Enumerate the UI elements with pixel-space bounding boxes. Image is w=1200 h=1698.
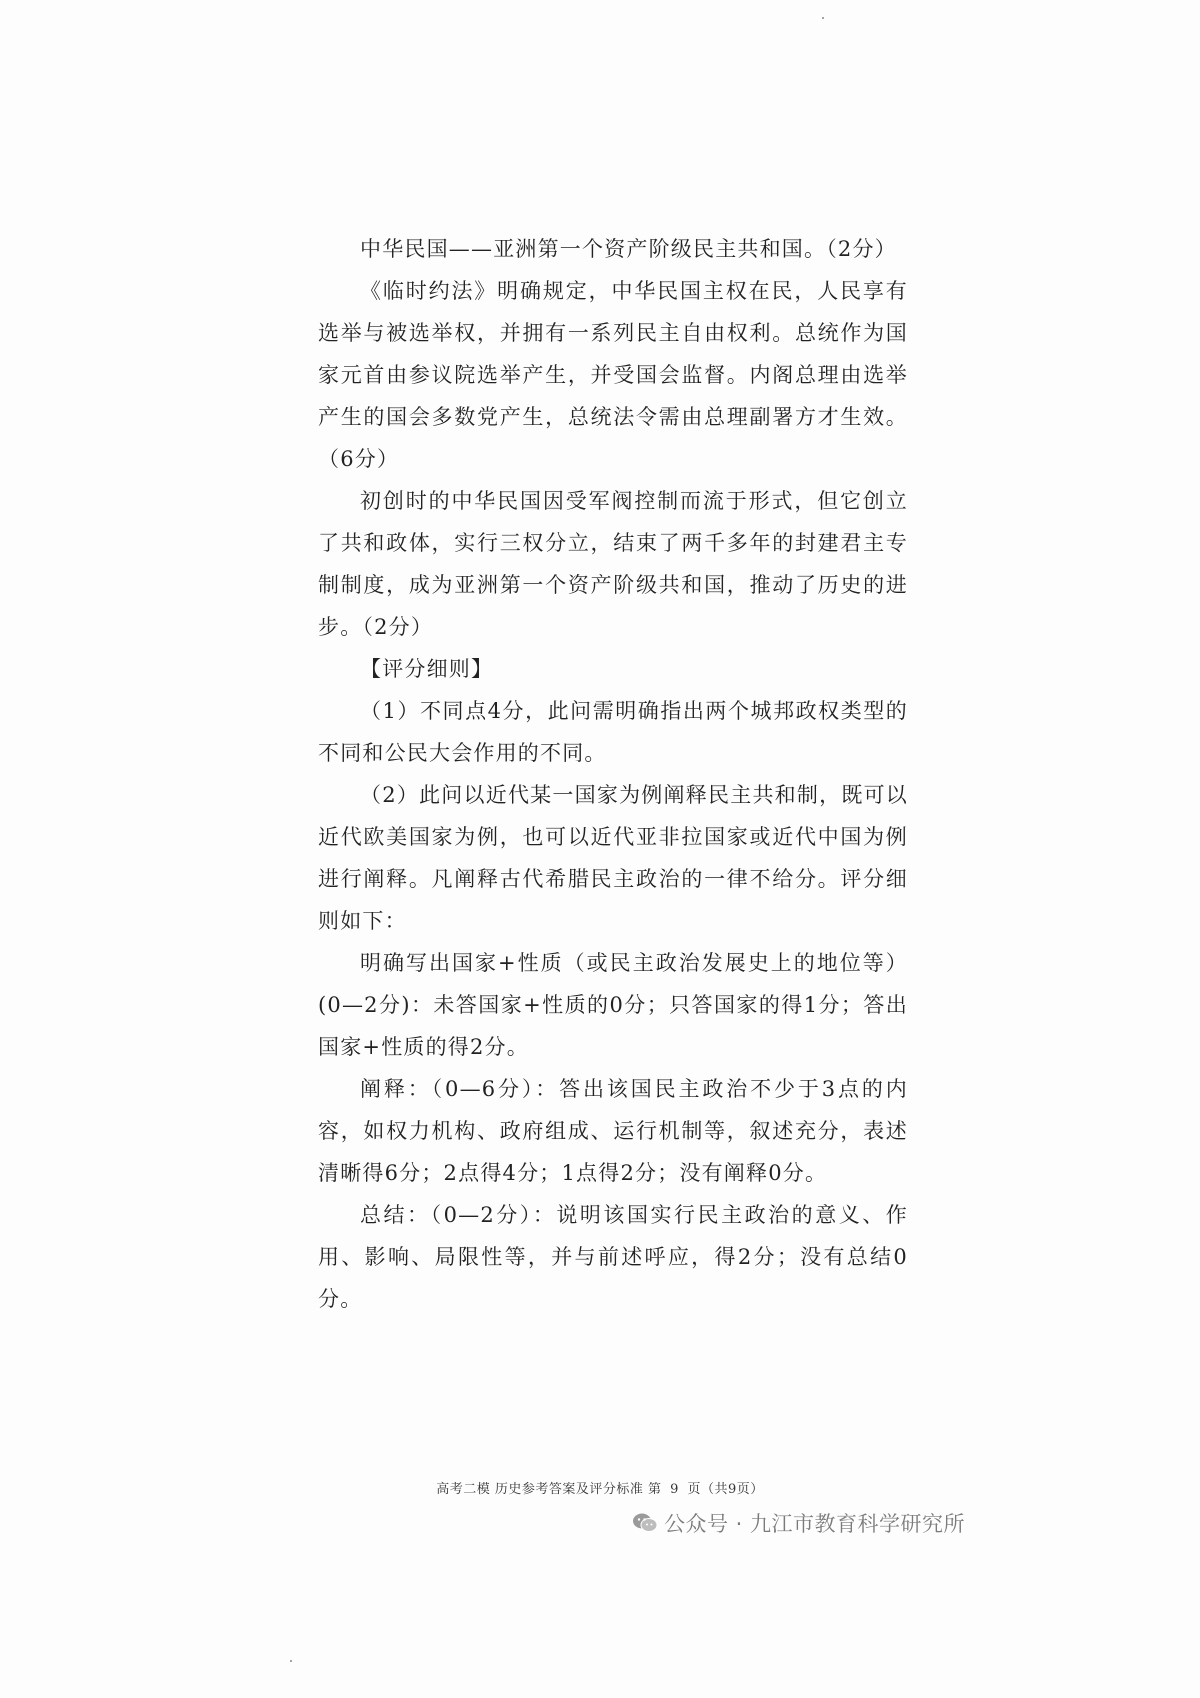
watermark-text: 公众号 · 九江市教育科学研究所	[664, 1512, 966, 1536]
footer-suffix: 页（共9页）	[687, 1482, 764, 1497]
footer-page-number: 9	[670, 1482, 679, 1497]
wechat-watermark	[632, 1508, 965, 1538]
scoring-rule-explanation: 阐释：（0—6分）：答出该国民主政治不少于3点的内容，如权力机构、政府组成、运行机制等，叙述充分，表述清晰得6分；2点得4分；1点得2分；没有阐释0分。	[318, 1077, 908, 1185]
page-footer	[0, 1478, 1200, 1497]
scoring-rule-nature: 明确写出国家+性质（或民主政治发展史上的地位等）(0—2分)：未答国家+性质的0分；只答国家的得1分；答出国家+性质的得2分。	[318, 951, 908, 1059]
answer-text-block	[318, 228, 908, 1320]
scan-speck	[822, 17, 824, 19]
footer-label: 高考二模 历史参考答案及评分标准 第	[436, 1482, 662, 1497]
scoring-rule-2: （2）此问以近代某一国家为例阐释民主共和制，既可以近代欧美国家为例，也可以近代亚非拉国家或近代中国为例进行阐释。凡阐释古代希腊民主政治的一律不给分。评分细则如下：	[318, 783, 908, 933]
paragraph-evaluation: 初创时的中华民国因受军阀控制而流于形式，但它创立了共和政体，实行三权分立，结束了两千多年的封建君主专制制度，成为亚洲第一个资产阶级共和国，推动了历史的进步。（2分）	[318, 489, 908, 639]
scoring-rules-heading: 【评分细则】	[360, 657, 494, 681]
scoring-rule-summary: 总结：（0—2分）：说明该国实行民主政治的意义、作用、影响、局限性等，并与前述呼应，得2分；没有总结0分。	[318, 1203, 908, 1311]
paragraph-provisional-constitution: 《临时约法》明确规定，中华民国主权在民，人民享有选举与被选举权，并拥有一系列民主自由权利。总统作为国家元首由参议院选举产生，并受国会监督。内阁总理由选举产生的国会多数党产生，总统法令需由总理副署方才生效。（6分）	[318, 279, 908, 471]
wechat-icon	[632, 1512, 658, 1534]
paragraph-conclusion: 中华民国——亚洲第一个资产阶级民主共和国。（2分）	[360, 237, 897, 261]
scan-speck	[290, 1660, 292, 1662]
scoring-rule-1: （1）不同点4分，此问需明确指出两个城邦政权类型的不同和公民大会作用的不同。	[318, 699, 908, 765]
